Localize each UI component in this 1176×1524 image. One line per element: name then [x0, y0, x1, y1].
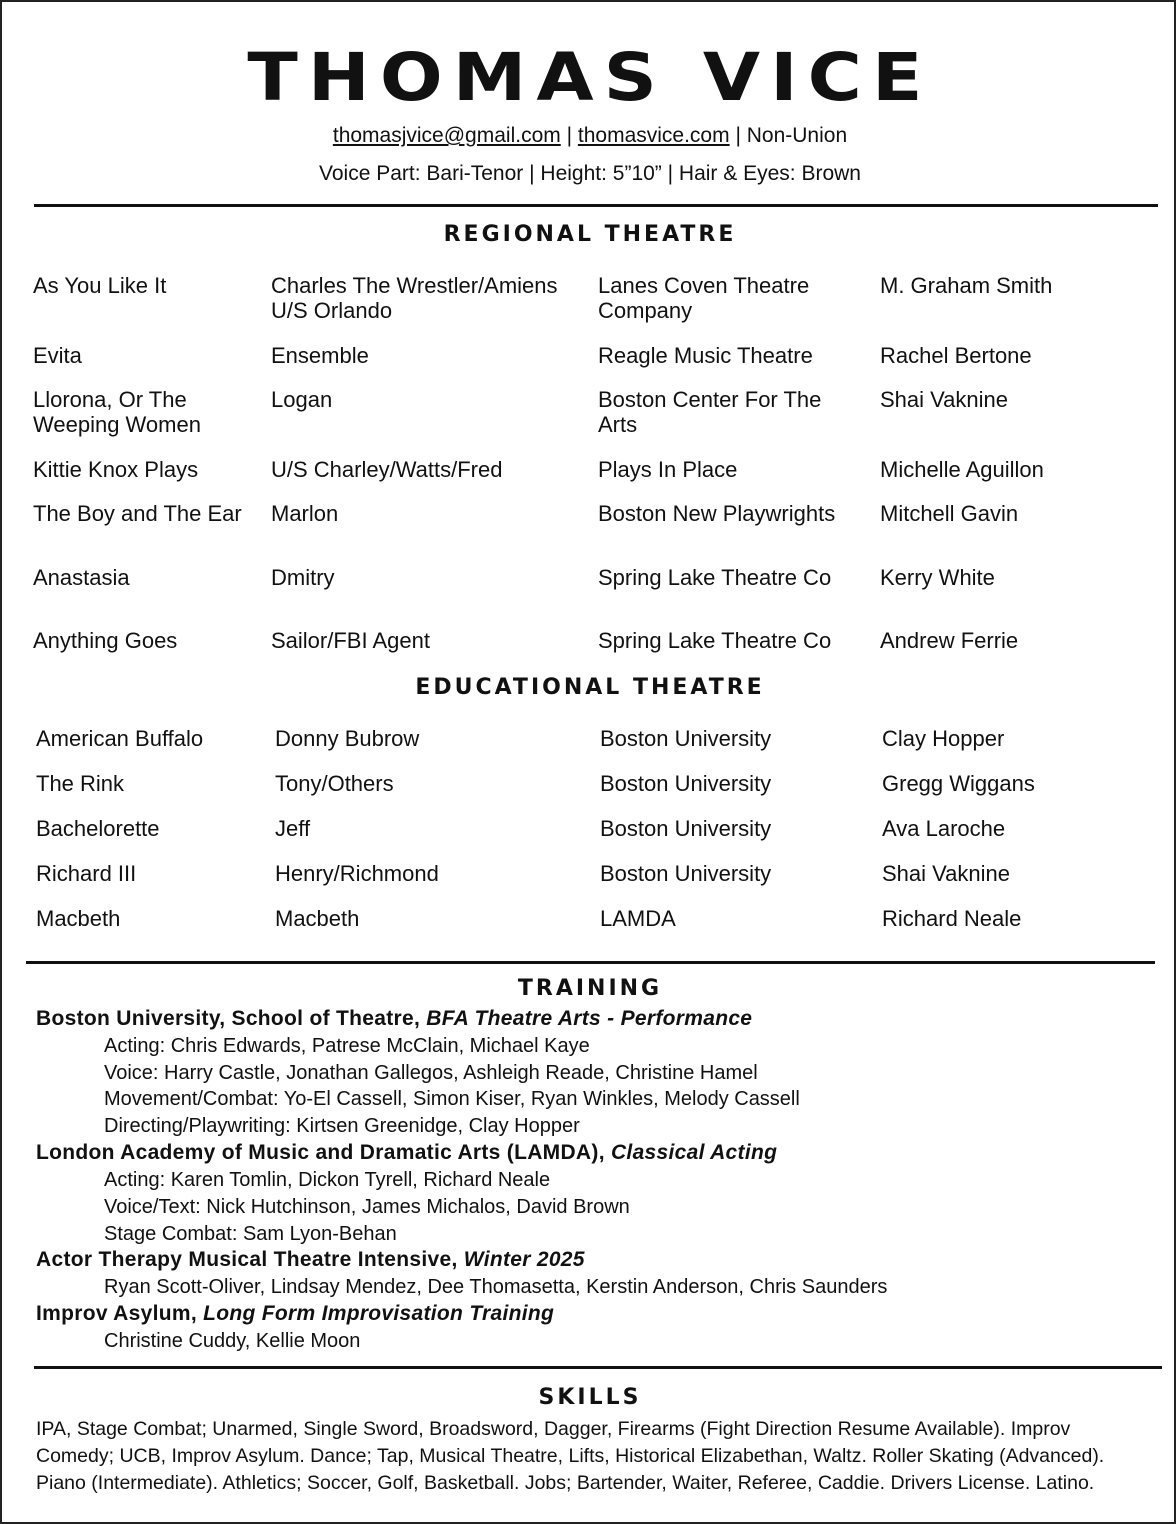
show-title: Anastasia [33, 565, 130, 590]
training-line: Stage Combat: Sam Lyon-Behan [104, 1223, 397, 1245]
physical-details: Voice Part: Bari-Tenor | Height: 5”10” | Hair & Eyes: Brown [319, 162, 861, 185]
training-line: Ryan Scott-Oliver, Lindsay Mendez, Dee Thomasetta, Kerstin Anderson, Chris Saunders [104, 1276, 888, 1298]
role: Macbeth [275, 906, 360, 931]
training-line: Directing/Playwriting: Kirtsen Greenidge, Clay Hopper [104, 1115, 580, 1137]
skills-divider [34, 1366, 1162, 1369]
show-title: Richard III [36, 861, 137, 886]
program-name: Winter 2025 [463, 1248, 585, 1271]
training-line: Acting: Chris Edwards, Patrese McClain, Michael Kaye [104, 1035, 590, 1057]
company: Boston University [600, 816, 772, 841]
skills-heading: SKILLS [538, 1385, 642, 1410]
director: Kerry White [880, 565, 995, 590]
header-divider [34, 204, 1158, 207]
training-school [36, 1140, 777, 1166]
regional-theatre-heading: REGIONAL THEATRE [443, 222, 737, 247]
training-heading: TRAINING [517, 976, 663, 1001]
separator: | [566, 124, 578, 147]
training-divider [26, 961, 1155, 964]
role: Logan [271, 387, 333, 412]
company: Boston Center For The Arts [598, 387, 822, 437]
training-line: Movement/Combat: Yo-El Cassell, Simon Kiser, Ryan Winkles, Melody Cassell [104, 1088, 800, 1110]
company: LAMDA [600, 906, 676, 931]
company: Boston University [600, 861, 772, 886]
director: M. Graham Smith [880, 273, 1053, 298]
company: Plays In Place [598, 457, 738, 482]
show-title: The Boy and The Ear [33, 501, 242, 526]
school-name: Boston University, School of Theatre, [36, 1007, 421, 1030]
school-name: Actor Therapy Musical Theatre Intensive, [36, 1248, 458, 1271]
show-title: Bachelorette [36, 816, 160, 841]
training-school [36, 1006, 752, 1032]
show-title: The Rink [36, 771, 125, 796]
role: Sailor/FBI Agent [271, 628, 430, 653]
role: Charles The Wrestler/Amiens U/S Orlando [271, 273, 558, 323]
company: Lanes Coven Theatre Company [598, 273, 810, 323]
role: Tony/Others [275, 771, 394, 796]
director: Shai Vaknine [880, 387, 1009, 412]
separator: | [735, 124, 747, 147]
role: U/S Charley/Watts/Fred [271, 457, 503, 482]
role: Ensemble [271, 343, 369, 368]
director: Mitchell Gavin [880, 501, 1019, 526]
company: Spring Lake Theatre Co [598, 565, 832, 590]
educational-theatre-heading: EDUCATIONAL THEATRE [415, 675, 765, 700]
role: Marlon [271, 501, 339, 526]
show-title: Evita [33, 343, 82, 368]
director: Richard Neale [882, 906, 1022, 931]
role: Jeff [275, 816, 311, 841]
training-school [36, 1247, 585, 1273]
program-name: BFA Theatre Arts - Performance [426, 1007, 753, 1030]
training-line: Voice/Text: Nick Hutchinson, James Michalos, David Brown [104, 1196, 630, 1218]
director: Clay Hopper [882, 726, 1005, 751]
union-status: Non-Union [746, 124, 848, 147]
actor-name: THOMAS VICE [247, 39, 933, 116]
show-title: American Buffalo [36, 726, 204, 751]
company: Boston University [600, 771, 772, 796]
school-name: London Academy of Music and Dramatic Arts (LAMDA), [36, 1141, 605, 1164]
email-link[interactable]: thomasjvice@gmail.com [332, 124, 561, 147]
training-line: Acting: Karen Tomlin, Dickon Tyrell, Richard Neale [104, 1169, 551, 1191]
company: Spring Lake Theatre Co [598, 628, 832, 653]
training-line: Voice: Harry Castle, Jonathan Gallegos, Ashleigh Reade, Christine Hamel [104, 1062, 758, 1084]
director: Gregg Wiggans [882, 771, 1035, 796]
director: Ava Laroche [882, 816, 1006, 841]
program-name: Long Form Improvisation Training [203, 1302, 555, 1325]
company: Reagle Music Theatre [598, 343, 813, 368]
director: Michelle Aguillon [880, 457, 1044, 482]
show-title: Anything Goes [33, 628, 178, 653]
company: Boston University [600, 726, 772, 751]
director: Shai Vaknine [882, 861, 1011, 886]
program-name: Classical Acting [610, 1141, 778, 1164]
website-link[interactable]: thomasvice.com [577, 124, 730, 147]
role: Donny Bubrow [275, 726, 420, 751]
show-title: As You Like It [33, 273, 167, 298]
show-title: Kittie Knox Plays [33, 457, 199, 482]
company: Boston New Playwrights [598, 501, 836, 526]
role: Dmitry [271, 565, 335, 590]
school-name: Improv Asylum, [36, 1302, 197, 1325]
show-title: Llorona, Or The Weeping Women [33, 387, 201, 437]
director: Andrew Ferrie [880, 628, 1019, 653]
director: Rachel Bertone [880, 343, 1032, 368]
training-school [36, 1301, 554, 1327]
show-title: Macbeth [36, 906, 121, 931]
role: Henry/Richmond [275, 861, 439, 886]
training-line: Christine Cuddy, Kellie Moon [104, 1330, 361, 1352]
skills-text: IPA, Stage Combat; Unarmed, Single Sword, Broadsword, Dagger, Firearms (Fight Direction Resume Available). Improv Comedy; UCB, Improv Asylum. Dance; Tap, Musical Theatre, Lifts, Historical Elizabethan, Waltz. Roller Skating (Advanced). Piano (Intermediate). Athletics; Soccer, Golf, Basketball. Jobs; Bartender, Waiter, Referee, Caddie. Drivers License. Latino. [36, 1418, 1105, 1494]
contact-line [2, 123, 1176, 149]
